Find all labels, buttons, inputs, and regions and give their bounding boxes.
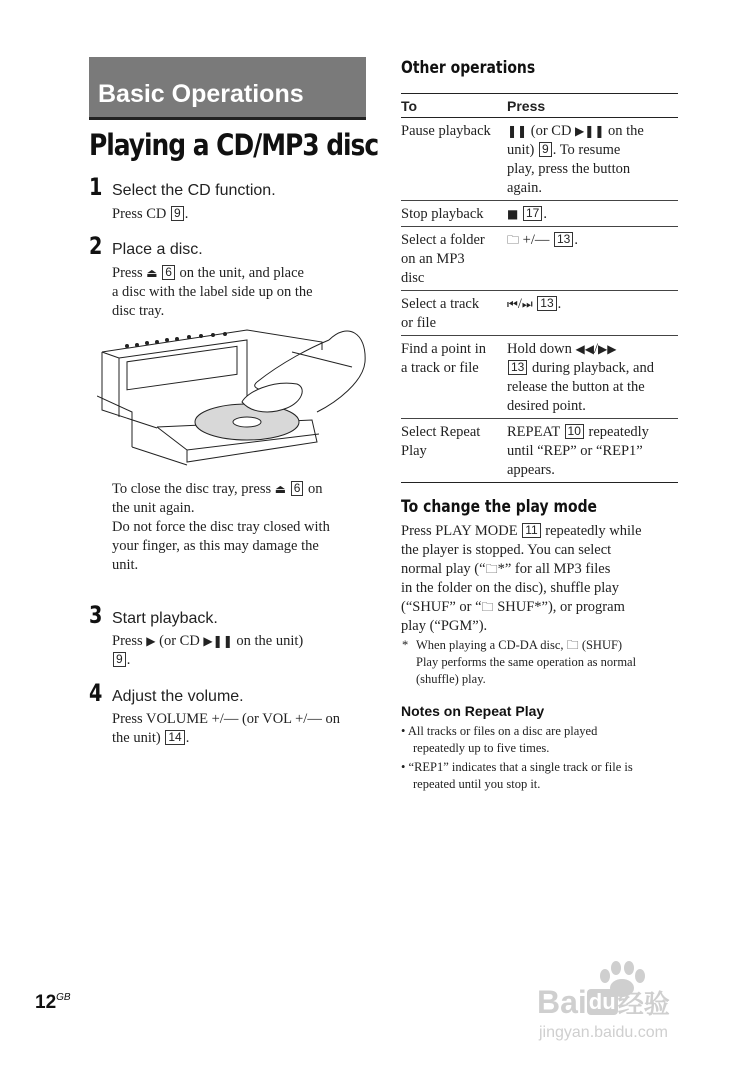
play-pause-icon: ▶❚❚ (203, 634, 233, 648)
column-press: Press (507, 94, 678, 118)
table-row: Select a folder on an MP3 disc 🗀 +/— 13 . (401, 227, 678, 291)
step-2-number: 2 (89, 232, 103, 260)
column-to: To (401, 94, 507, 118)
key-17: 17 (523, 206, 542, 221)
step-1-number: 1 (89, 173, 103, 201)
notes-heading: Notes on Repeat Play (401, 703, 545, 719)
key-10: 10 (565, 424, 584, 439)
folder-icon: 🗀 (485, 562, 498, 576)
next-track-icon: ⏭ (521, 297, 533, 311)
watermark-brand: Baidu经验 (537, 984, 670, 1020)
footnote-text: When playing a CD-DA disc, 🗀 (SHUF) Play performs the same operation as normal (shuffle) play. (416, 638, 637, 686)
close-tray-note: To close the disc tray, press ⏏ 6 on the unit again. Do not force the disc tray closed with your finger, as this may damage the unit. (112, 481, 330, 573)
footnote-mark: * (402, 638, 409, 652)
prev-track-icon: ⏮ (507, 297, 518, 311)
table-row: Pause playback ❚❚ (or CD ▶❚❚ on the unit) 9 . To resume play, press the button again. (401, 118, 678, 201)
table-row: Select a track or file ⏮/⏭ 13 . (401, 291, 678, 336)
play-mode-text: Press PLAY MODE 11 repeatedly while the player is stopped. You can select normal play (“🗀*” for all MP3 files in the folder on the disc), shuffle play (“SHUF” or “🗀 SHUF*”), or program play (“PGM”). (401, 523, 642, 634)
play-icon: ▶ (146, 634, 156, 648)
step-3-text: Press ▶ (or CD ▶❚❚ on the unit) 9 . (112, 633, 304, 668)
step-1-text: Press CD 9 . (112, 206, 189, 222)
key-13: 13 (537, 296, 556, 311)
table-row: Stop playback ■ 17 . (401, 201, 678, 227)
key-6: 6 (291, 481, 304, 496)
key-6: 6 (162, 265, 175, 280)
other-operations-heading: Other operations (401, 58, 536, 78)
page-number: $12^{GB}$ (35, 992, 71, 1013)
section-title: Basic Operations (98, 80, 304, 108)
table-header-row (401, 94, 678, 118)
eject-icon: ⏏ (274, 482, 287, 496)
section-rule (89, 117, 366, 120)
step-1-heading: Select the CD function. (112, 182, 276, 199)
note-item: • “REP1” indicates that a single track or file is repeated until you stop it. (401, 760, 633, 791)
key-13: 13 (508, 360, 527, 375)
table-row: Select Repeat Play REPEAT 10 repeatedly until “REP” or “REP1” appears. (401, 419, 678, 483)
disc-tray-illustration (97, 322, 372, 472)
section-banner (89, 57, 366, 117)
step-2-heading: Place a disc. (112, 241, 203, 258)
note-item: • All tracks or files on a disc are played repeatedly up to five times. (401, 724, 598, 755)
folder-icon: 🗀 (481, 600, 494, 614)
play-pause-icon: ▶❚❚ (575, 124, 605, 138)
key-9: 9 (171, 206, 184, 221)
eject-icon: ⏏ (146, 266, 158, 280)
play-mode-heading: To change the play mode (401, 497, 598, 517)
step-4-number: 4 (89, 679, 103, 707)
key-9: 9 (539, 142, 552, 157)
step-2-text: Press ⏏ 6 on the unit, and place a disc with the label side up on the disc tray. (112, 265, 313, 319)
fast-forward-icon: ▶▶ (597, 342, 617, 356)
key-11: 11 (522, 523, 540, 538)
step-4-text: Press VOLUME +/— (or VOL +/— on the unit) 14 . (112, 711, 340, 746)
key-14: 14 (165, 730, 184, 745)
pause-icon: ❚❚ (507, 124, 528, 138)
step-3-number: 3 (89, 601, 103, 629)
folder-icon: 🗀 (566, 638, 579, 652)
key-13: 13 (554, 232, 573, 247)
rewind-icon: ◀◀ (575, 342, 594, 356)
folder-icon: 🗀 (507, 233, 520, 247)
watermark-url: jingyan.baidu.com (539, 1024, 668, 1041)
page-title: Playing a CD/MP3 disc (89, 128, 379, 162)
operations-table (401, 93, 678, 483)
step-3-heading: Start playback. (112, 610, 218, 627)
stop-icon: ■ (507, 207, 519, 221)
step-4-heading: Adjust the volume. (112, 688, 244, 705)
table-row: Find a point in a track or file Hold down ◀◀/▶▶ 13 during playback, and release the button at the desired point. (401, 336, 678, 419)
baidu-watermark (535, 960, 725, 1055)
key-9: 9 (113, 652, 126, 667)
